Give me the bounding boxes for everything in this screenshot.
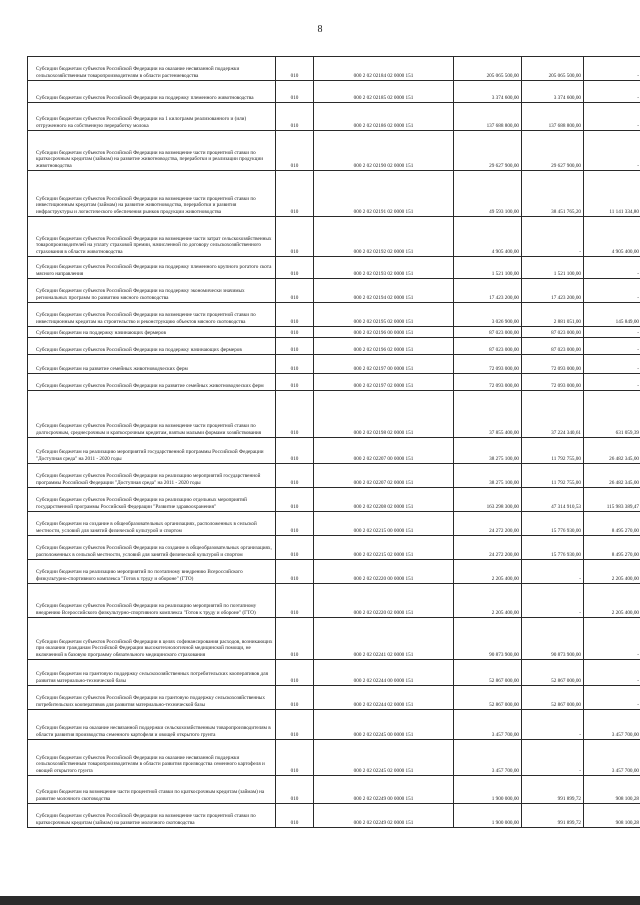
approved-amount: 38 275 100,00 [454, 438, 522, 464]
subsidy-name [28, 303, 276, 327]
subsidy-name-text: Субсидии бюджетам субъектов Российской Федерации на поддержку экономически значимых региональных программ по развитию мясного скотоводства [36, 288, 245, 301]
line-code: 010 [276, 303, 314, 327]
table-row [28, 217, 640, 257]
line-code: 010 [276, 686, 314, 710]
unexecuted-amount: 3 457 700,00 [584, 740, 640, 776]
budget-classification-code: 000 2 02 02215 00 0000 151 [314, 512, 454, 536]
unexecuted-amount: 2 205 400,00 [584, 584, 640, 618]
subsidy-name [28, 464, 276, 488]
subsidy-name [28, 560, 276, 584]
subsidy-name-text: Субсидии бюджетам субъектов Российской Федерации на возмещение части процентной ставки по краткосрочным кредитам (займам) на развитие молочного скотоводства [36, 813, 256, 826]
subsidy-name [28, 81, 276, 103]
table-row [28, 618, 640, 660]
subsidy-name-text: Субсидии бюджетам на возмещение части процентной ставки по краткосрочным кредитам (займам) на развитие молочного скотоводства [36, 789, 265, 802]
subsidy-name-text: Субсидии бюджетам субъектов Российской Федерации на реализацию мероприятий по поэтапному внедрению Всероссийского физкультурно-спортивного комплекса "Готов к труду и обороне" (ГТО) [36, 603, 257, 616]
unexecuted-amount: - [584, 618, 640, 660]
approved-amount: 49 593 100,00 [454, 171, 522, 217]
subsidy-name-text: Субсидии бюджетам на грантовую поддержку сельскохозяйственных потребительских кооперативов для развития материально-технической базы [36, 671, 269, 684]
subsidy-name [28, 686, 276, 710]
budget-classification-code: 000 2 02 02191 02 0000 151 [314, 171, 454, 217]
budget-classification-code: 000 2 02 02196 02 0000 151 [314, 338, 454, 355]
table-row [28, 279, 640, 303]
line-code: 010 [276, 57, 314, 81]
table-row [28, 391, 640, 438]
budget-classification-code: 000 2 02 02220 02 0000 151 [314, 584, 454, 618]
table-row [28, 171, 640, 217]
executed-amount: 991 899,72 [522, 776, 584, 804]
budget-classification-code: 000 2 02 02193 02 0000 151 [314, 257, 454, 279]
table-row [28, 103, 640, 131]
executed-amount: - [522, 217, 584, 257]
table-row [28, 327, 640, 338]
budget-classification-code: 000 2 02 02207 00 0000 151 [314, 438, 454, 464]
budget-classification-code: 000 2 02 02185 02 0000 151 [314, 81, 454, 103]
unexecuted-amount: 908 100,28 [584, 804, 640, 828]
subsidy-name-text: Субсидии бюджетам субъектов Российской Федерации на возмещение части процентной ставки по долгосрочным, среднесрочным и краткосрочным кредитам, взятым малыми формами хозяйствования [36, 423, 262, 436]
approved-amount: 52 867 000,00 [454, 686, 522, 710]
line-code: 010 [276, 710, 314, 740]
subsidy-name-text: Субсидии бюджетам субъектов Российской Федерации на возмещение части процентной ставки по инвестиционным кредитам на строительство и реконструкцию объектов мясного скотоводства [36, 312, 256, 325]
budget-classification-code: 000 2 02 02245 00 0000 151 [314, 710, 454, 740]
line-code: 010 [276, 374, 314, 391]
unexecuted-amount: - [584, 686, 640, 710]
budget-classification-code: 000 2 02 02197 02 0000 151 [314, 374, 454, 391]
subsidy-name-text: Субсидии бюджетам субъектов Российской Федерации на поддержку племенного животноводства [36, 94, 254, 101]
budget-classification-code: 000 2 02 02215 02 0000 151 [314, 536, 454, 560]
line-code: 010 [276, 536, 314, 560]
subsidy-name [28, 618, 276, 660]
approved-amount: 52 867 000,00 [454, 660, 522, 686]
bottom-scan-border [0, 896, 640, 905]
line-code: 010 [276, 488, 314, 512]
executed-amount: 47 314 910,53 [522, 488, 584, 512]
subsidy-name-text: Субсидии бюджетам субъектов Российской Федерации на реализацию мероприятий государственной программы Российской Федерации "Доступная среда" на 2011 - 2020 годы [36, 473, 261, 486]
table-row [28, 560, 640, 584]
line-code: 010 [276, 740, 314, 776]
line-code: 010 [276, 776, 314, 804]
subsidy-name-text: Субсидии бюджетам субъектов Российской Федерации на развитие семейных животноводческих ферм [36, 382, 264, 389]
line-code: 010 [276, 103, 314, 131]
subsidy-name-text: Субсидии бюджетам на создание в общеобразовательных организациях, расположенных в сельской местности, условий для занятий физической культурой и спортом [36, 521, 257, 534]
table-row [28, 710, 640, 740]
executed-amount: - [522, 584, 584, 618]
approved-amount: 38 275 100,00 [454, 464, 522, 488]
executed-amount: 38 451 765,20 [522, 171, 584, 217]
line-code: 010 [276, 438, 314, 464]
table-row [28, 257, 640, 279]
executed-amount: 52 867 000,00 [522, 686, 584, 710]
budget-classification-code: 000 2 02 02195 02 0000 151 [314, 303, 454, 327]
subsidy-name [28, 327, 276, 338]
approved-amount: 72 093 000,00 [454, 374, 522, 391]
table-body [28, 57, 640, 828]
approved-amount: 24 272 200,00 [454, 536, 522, 560]
unexecuted-amount: 908 100,28 [584, 776, 640, 804]
executed-amount: 17 423 200,00 [522, 279, 584, 303]
unexecuted-amount: - [584, 279, 640, 303]
executed-amount: 15 776 930,00 [522, 536, 584, 560]
subsidy-name [28, 584, 276, 618]
table-row [28, 374, 640, 391]
subsidy-name [28, 660, 276, 686]
line-code: 010 [276, 355, 314, 374]
budget-classification-code: 000 2 02 02198 02 0000 151 [314, 391, 454, 438]
executed-amount: 991 899,72 [522, 804, 584, 828]
approved-amount: 1 900 000,00 [454, 804, 522, 828]
executed-amount: 90 873 900,00 [522, 618, 584, 660]
subsidy-name [28, 131, 276, 171]
approved-amount: 2 205 400,00 [454, 584, 522, 618]
executed-amount: 72 093 000,00 [522, 374, 584, 391]
subsidy-name-text: Субсидии бюджетам на поддержку начинающих фермеров [36, 329, 166, 336]
unexecuted-amount: 3 457 700,00 [584, 710, 640, 740]
approved-amount: 24 272 200,00 [454, 512, 522, 536]
executed-amount: 15 776 930,00 [522, 512, 584, 536]
table-row [28, 776, 640, 804]
approved-amount: 1 900 000,00 [454, 776, 522, 804]
subsidy-name-text: Субсидии бюджетам субъектов Российской Федерации на поддержку племенного крупного рогатого скота мясного направления [36, 264, 272, 277]
executed-amount: 11 792 755,00 [522, 438, 584, 464]
subsidy-name-text: Субсидии бюджетам субъектов Российской Федерации на возмещение части процентной ставки по инвестиционным кредитам (займам) на развитие животноводства, переработки и развития инфраструктуры и логистического обеспечения рынков продукции животноводства [36, 196, 256, 215]
approved-amount: 72 093 000,00 [454, 355, 522, 374]
unexecuted-amount: - [584, 131, 640, 171]
subsidy-name [28, 279, 276, 303]
approved-amount: 163 298 300,00 [454, 488, 522, 512]
unexecuted-amount: - [584, 355, 640, 374]
subsidy-name-text: Субсидии бюджетам на реализацию мероприятий по поэтапному внедрению Всероссийского физкультурно-спортивного комплекса "Готов к труду и обороне" (ГТО) [36, 569, 243, 582]
line-code: 010 [276, 279, 314, 303]
line-code: 010 [276, 171, 314, 217]
subsidy-name-text: Субсидии бюджетам субъектов Российской Федерации на оказание несвязанной поддержки сельскохозяйственным товаропроизводителям в области развития производства семенного картофеля и овощей открытого грунта [36, 755, 265, 774]
unexecuted-amount: 4 905 400,00 [584, 217, 640, 257]
line-code: 010 [276, 618, 314, 660]
unexecuted-amount: 8 495 270,00 [584, 512, 640, 536]
table-row [28, 338, 640, 355]
budget-classification-code: 000 2 02 02220 00 0000 151 [314, 560, 454, 584]
unexecuted-amount: 11 141 334,80 [584, 171, 640, 217]
table-row [28, 660, 640, 686]
executed-amount: 1 521 100,00 [522, 257, 584, 279]
line-code: 010 [276, 512, 314, 536]
executed-amount: 2 881 051,00 [522, 303, 584, 327]
budget-classification-code: 000 2 02 02249 02 0000 151 [314, 804, 454, 828]
subsidy-name [28, 338, 276, 355]
approved-amount: 137 688 800,00 [454, 103, 522, 131]
subsidy-name-text: Субсидии бюджетам субъектов Российской Федерации на возмещение части затрат сельскохозяйственных товаропроизводителей на уплату страховой премии, начисленной по договору сельскохозяйственного страхования в области животноводства [36, 236, 272, 255]
executed-amount: - [522, 560, 584, 584]
table-row [28, 584, 640, 618]
executed-amount: 137 688 800,00 [522, 103, 584, 131]
approved-amount: 17 423 200,00 [454, 279, 522, 303]
approved-amount: 3 026 900,00 [454, 303, 522, 327]
subsidy-name-text: Субсидии бюджетам на развитие семейных животноводческих ферм [36, 365, 188, 372]
budget-classification-code: 000 2 02 02245 02 0000 151 [314, 740, 454, 776]
executed-amount: - [522, 740, 584, 776]
table-row [28, 536, 640, 560]
unexecuted-amount: - [584, 660, 640, 686]
approved-amount: 4 905 400,00 [454, 217, 522, 257]
budget-classification-code: 000 2 02 02186 02 0000 151 [314, 103, 454, 131]
unexecuted-amount: - [584, 257, 640, 279]
budget-classification-code: 000 2 02 02194 02 0000 151 [314, 279, 454, 303]
unexecuted-amount: - [584, 57, 640, 81]
unexecuted-amount: 145 849,00 [584, 303, 640, 327]
executed-amount: - [522, 710, 584, 740]
executed-amount: 11 792 755,00 [522, 464, 584, 488]
table-row [28, 804, 640, 828]
executed-amount: 87 023 000,00 [522, 327, 584, 338]
budget-classification-code: 000 2 02 02190 02 0000 151 [314, 131, 454, 171]
subsidy-name-text: Субсидии бюджетам субъектов Российской Федерации на реализацию отдельных мероприятий государственной программы Российской Федерации "Развитие здравоохранения" [36, 497, 247, 510]
approved-amount: 3 374 600,00 [454, 81, 522, 103]
subsidy-name [28, 776, 276, 804]
subsidy-name [28, 257, 276, 279]
subsidy-name [28, 171, 276, 217]
unexecuted-amount: 26 482 345,00 [584, 464, 640, 488]
line-code: 010 [276, 327, 314, 338]
budget-classification-code: 000 2 02 02192 02 0000 151 [314, 217, 454, 257]
budget-classification-code: 000 2 02 02196 00 0000 151 [314, 327, 454, 338]
subsidy-name [28, 740, 276, 776]
table-row [28, 438, 640, 464]
subsidy-name [28, 103, 276, 131]
unexecuted-amount: 115 983 389,47 [584, 488, 640, 512]
budget-classification-code: 000 2 02 02241 02 0000 151 [314, 618, 454, 660]
table-row [28, 464, 640, 488]
executed-amount: 37 224 340,61 [522, 391, 584, 438]
executed-amount: 3 374 600,00 [522, 81, 584, 103]
line-code: 010 [276, 257, 314, 279]
table-row [28, 57, 640, 81]
approved-amount: 3 457 700,00 [454, 740, 522, 776]
line-code: 010 [276, 464, 314, 488]
approved-amount: 205 065 500,00 [454, 57, 522, 81]
line-code: 010 [276, 81, 314, 103]
approved-amount: 29 627 900,00 [454, 131, 522, 171]
subsidy-name [28, 438, 276, 464]
table-row [28, 512, 640, 536]
executed-amount: 52 867 000,00 [522, 660, 584, 686]
approved-amount: 3 457 700,00 [454, 710, 522, 740]
subsidy-name [28, 57, 276, 81]
unexecuted-amount: - [584, 81, 640, 103]
subsidy-name [28, 217, 276, 257]
approved-amount: 87 023 000,00 [454, 327, 522, 338]
subsidy-name-text: Субсидии бюджетам субъектов Российской Федерации на 1 килограмм реализованного и (или) отгруженного на собственную переработку молока [36, 116, 247, 129]
approved-amount: 1 521 100,00 [454, 257, 522, 279]
executed-amount: 205 065 500,00 [522, 57, 584, 81]
table-row [28, 740, 640, 776]
subsidy-name-text: Субсидии бюджетам субъектов Российской Федерации в целях софинансирования расходов, возникающих при оказании гражданам Российской Федерации высокотехнологичной медицинской помощи, не включенной в базовую программу обязательного медицинского страхования [36, 639, 273, 658]
subsidy-name-text: Субсидии бюджетам субъектов Российской Федерации на оказание несвязанной поддержки сельскохозяйственным товаропроизводителям в области растениеводства [36, 66, 240, 79]
subsidy-name-text: Субсидии бюджетам на оказание несвязанной поддержки сельскохозяйственным товаропроизводителям в области развития производства семенного картофеля и овощей открытого грунта [36, 725, 271, 738]
line-code: 010 [276, 804, 314, 828]
subsidy-name [28, 536, 276, 560]
subsidy-name [28, 512, 276, 536]
unexecuted-amount: 26 482 345,00 [584, 438, 640, 464]
budget-classification-code: 000 2 02 02244 00 0000 151 [314, 660, 454, 686]
subsidy-name-text: Субсидии бюджетам субъектов Российской Федерации на возмещение части процентной ставки по краткосрочным кредитам (займам) на развитие животноводства, переработки и реализации продукции животноводства [36, 150, 264, 169]
table-row [28, 303, 640, 327]
subsidy-name-text: Субсидии бюджетам субъектов Российской Федерации на создание в общеобразовательных организациях, расположенных в сельской местности, условий для занятий физической культурой и спортом [36, 545, 272, 558]
table-row [28, 488, 640, 512]
line-code: 010 [276, 660, 314, 686]
budget-table [27, 56, 640, 828]
line-code: 010 [276, 217, 314, 257]
budget-classification-code: 000 2 02 02184 02 0000 151 [314, 57, 454, 81]
table-row [28, 81, 640, 103]
page-number: 8 [317, 24, 323, 35]
budget-classification-code: 000 2 02 02208 02 0000 151 [314, 488, 454, 512]
line-code: 010 [276, 131, 314, 171]
line-code: 010 [276, 560, 314, 584]
line-code: 010 [276, 391, 314, 438]
executed-amount: 29 627 900,00 [522, 131, 584, 171]
unexecuted-amount: - [584, 327, 640, 338]
budget-classification-code: 000 2 02 02249 00 0000 151 [314, 776, 454, 804]
approved-amount: 37 855 400,00 [454, 391, 522, 438]
line-code: 010 [276, 338, 314, 355]
table-row [28, 131, 640, 171]
unexecuted-amount: 2 205 400,00 [584, 560, 640, 584]
subsidy-name [28, 804, 276, 828]
unexecuted-amount: - [584, 103, 640, 131]
subsidy-name-text: Субсидии бюджетам субъектов Российской Федерации на грантовую поддержку сельскохозяйственных потребительских кооперативов для развития материально-технической базы [36, 695, 265, 708]
line-code: 010 [276, 584, 314, 618]
budget-classification-code: 000 2 02 02207 02 0000 151 [314, 464, 454, 488]
budget-classification-code: 000 2 02 02197 00 0000 151 [314, 355, 454, 374]
table-row [28, 355, 640, 374]
subsidy-name [28, 374, 276, 391]
subsidy-name [28, 710, 276, 740]
subsidy-name-text: Субсидии бюджетам на реализацию мероприятий государственной программы Российской Федерации "Доступная среда" на 2011 - 2020 годы [36, 449, 264, 462]
unexecuted-amount: - [584, 374, 640, 391]
budget-classification-code: 000 2 02 02244 02 0000 151 [314, 686, 454, 710]
approved-amount: 2 205 400,00 [454, 560, 522, 584]
approved-amount: 87 023 000,00 [454, 338, 522, 355]
executed-amount: 72 093 000,00 [522, 355, 584, 374]
unexecuted-amount: 631 059,39 [584, 391, 640, 438]
table-row [28, 686, 640, 710]
subsidy-name [28, 355, 276, 374]
executed-amount: 87 023 000,00 [522, 338, 584, 355]
subsidy-name [28, 488, 276, 512]
unexecuted-amount: 8 495 270,00 [584, 536, 640, 560]
subsidy-name-text: Субсидии бюджетам субъектов Российской Федерации на поддержку начинающих фермеров [36, 346, 242, 353]
approved-amount: 90 873 900,00 [454, 618, 522, 660]
unexecuted-amount: - [584, 338, 640, 355]
subsidy-name [28, 391, 276, 438]
